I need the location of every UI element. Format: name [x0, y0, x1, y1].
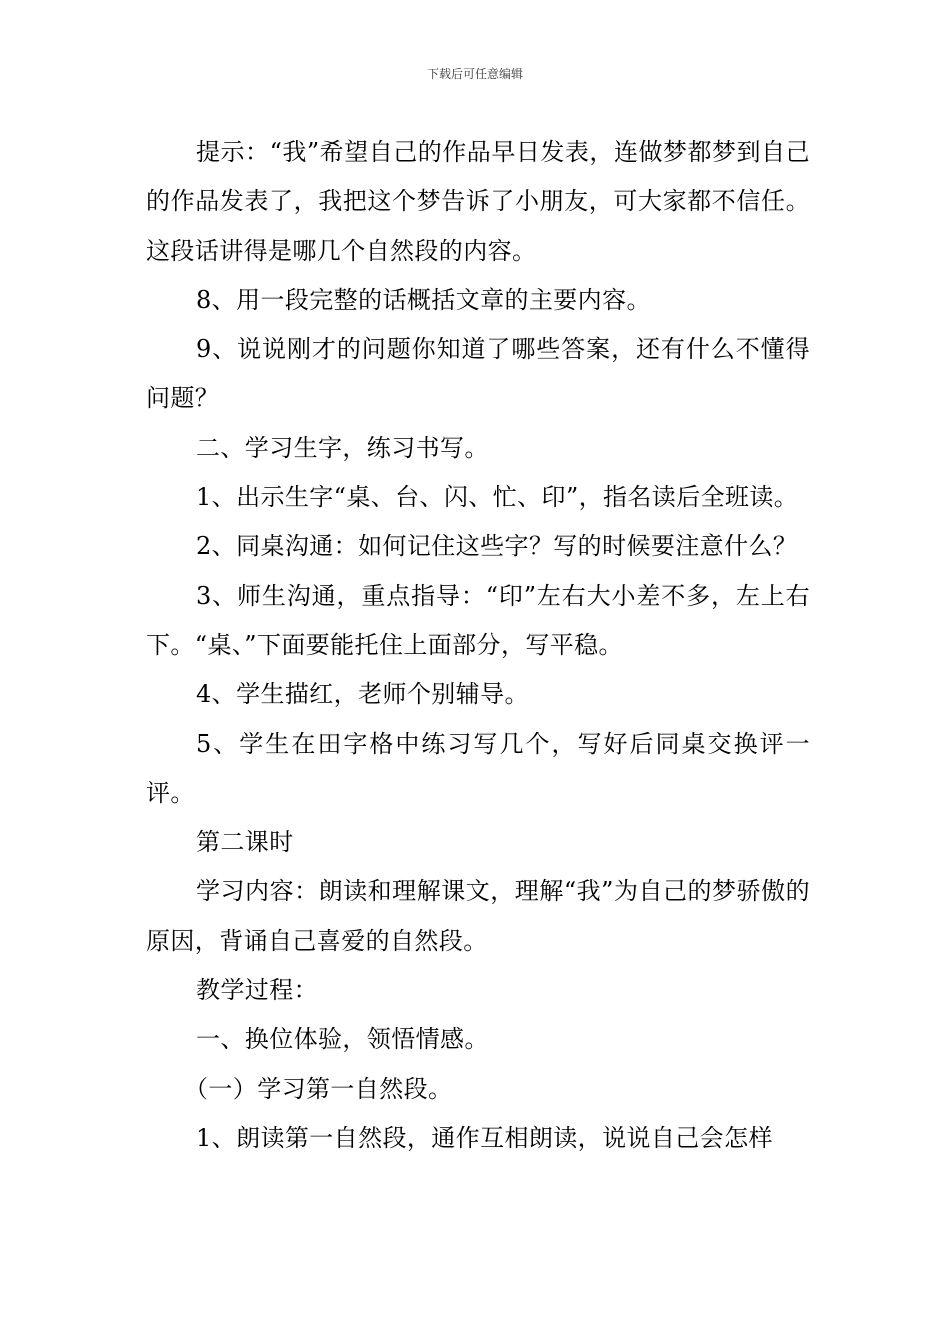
paragraph-process-heading: 教学过程：	[196, 976, 318, 1005]
paragraph-step-4: 4、学生描红，老师个别辅导。	[196, 680, 529, 709]
paragraph-step-5: 5、学生在田字格中练习写几个，写好后同桌交换评一评。	[146, 729, 810, 807]
paragraph-read-step-1: 1、朗读第一自然段，通作互相朗读，说说自己会怎样	[196, 1123, 773, 1152]
document-body	[146, 128, 810, 1163]
paragraph-step-3: 3、师生沟通，重点指导：“印”左右大小差不多，左上右下。“桌、”下面要能托住上面部分，写平稳。	[146, 581, 810, 659]
paragraph-hint: 提示：“我”希望自己的作品早日发表，连做梦都梦到自己的作品发表了，我把这个梦告诉了小朋友，可大家都不信任。这段话讲得是哪几个自然段的内容。	[146, 138, 810, 265]
paragraph-item-9: 9、说说刚才的问题你知道了哪些答案，还有什么不懂得问题？	[146, 335, 810, 413]
page-header: 下载后可任意编辑	[426, 67, 523, 81]
paragraph-learning-content: 学习内容：朗读和理解课文，理解“我”为自己的梦骄傲的原因，背诵自己喜爱的自然段。	[146, 877, 810, 955]
paragraph-item-8: 8、用一段完整的话概括文章的主要内容。	[196, 285, 651, 314]
section-heading-1: 一、换位体验，领悟情感。	[196, 1025, 489, 1054]
section-heading-2: 二、学习生字，练习书写。	[196, 433, 489, 462]
lesson-heading: 第二课时	[196, 828, 294, 857]
paragraph-step-1: 1、出示生字“桌、台、闪、忙、印”，指名读后全班读。	[196, 483, 799, 512]
subsection-heading-1: （一）学习第一自然段。	[184, 1074, 453, 1103]
paragraph-step-2: 2、同桌沟通：如何记住这些字？写的时候要注意什么？	[196, 532, 798, 561]
